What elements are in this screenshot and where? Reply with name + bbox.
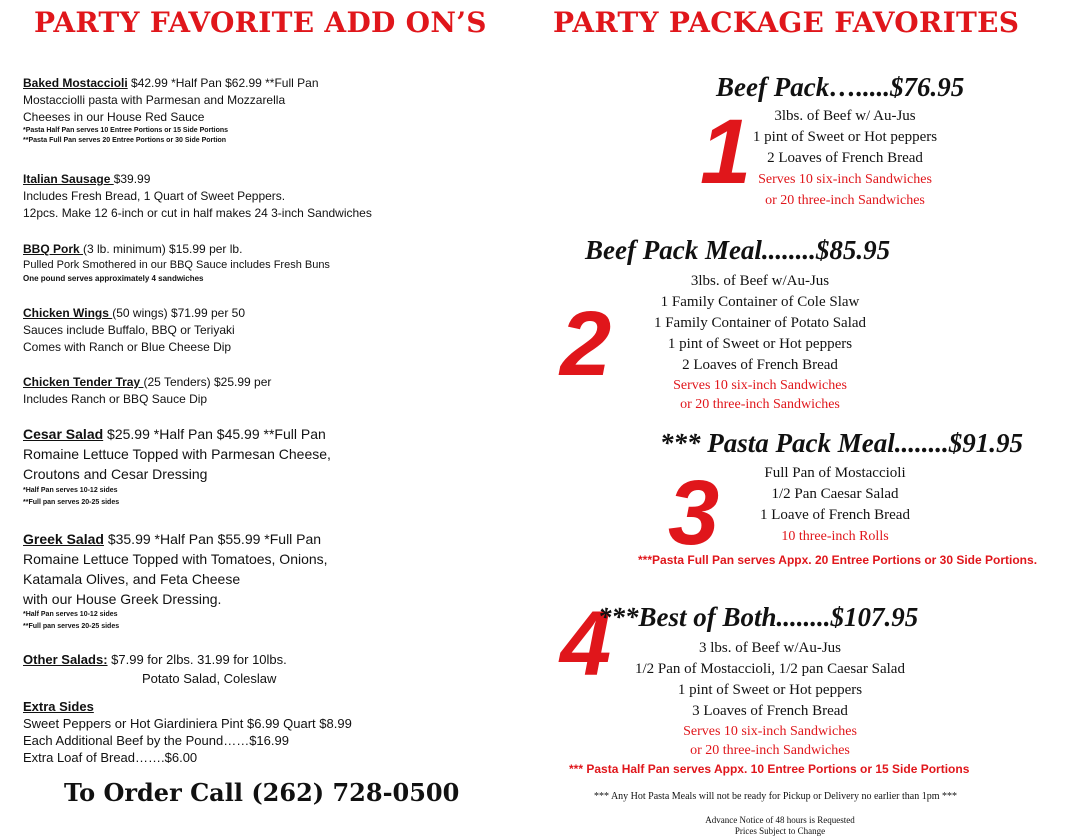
package-serves-line: Serves 10 six-inch Sandwiches xyxy=(758,172,932,187)
package-line: 1 Family Container of Potato Salad xyxy=(653,315,867,331)
addon-price: $7.99 for 2lbs. 31.99 for 10lbs. xyxy=(107,652,287,667)
addon-sausage xyxy=(23,171,523,222)
package-contents xyxy=(620,271,900,414)
addon-desc: Extra Loaf of Bread…….$6.00 xyxy=(23,750,198,765)
addon-desc: Croutons and Cesar Dressing xyxy=(23,466,208,482)
addon-desc: Comes with Ranch or Blue Cheese Dip xyxy=(23,340,232,354)
addon-desc: Mostacciolli pasta with Parmesan and Mozzarella xyxy=(23,93,286,107)
package-contents xyxy=(610,638,930,760)
package-serves-line: 10 three-inch Rolls xyxy=(781,529,889,544)
addon-price: $39.99 xyxy=(113,172,151,186)
package-title: Beef Pack Meal........$85.95 xyxy=(585,235,891,265)
package-number: 1 xyxy=(700,101,752,203)
package-line: 3lbs. of Beef w/Au-Jus xyxy=(690,273,830,289)
addon-desc: 12pcs. Make 12 6-inch or cut in half makes 24 3-inch Sandwiches xyxy=(23,206,372,220)
addon-price: $42.99 *Half Pan $62.99 **Full Pan xyxy=(127,76,319,90)
hot-pasta-notice: *** Any Hot Pasta Meals will not be ready for Pickup or Delivery no earlier than 1pm *** xyxy=(594,791,957,802)
package-serves-line: or 20 three-inch Sandwiches xyxy=(765,193,925,208)
addon-price: $25.99 *Half Pan $45.99 **Full Pan xyxy=(103,426,326,442)
addon-price: (50 wings) $71.99 per 50 xyxy=(112,306,245,320)
addon-bbq-pork xyxy=(23,241,523,285)
package-line: Full Pan of Mostaccioli xyxy=(764,465,906,481)
package-number: 3 xyxy=(668,462,720,564)
addon-desc: Sweet Peppers or Hot Giardiniera Pint $6.99 Quart $8.99 xyxy=(23,716,352,731)
addon-cesar-salad xyxy=(23,424,523,508)
addon-desc: Pulled Pork Smothered in our BBQ Sauce includes Fresh Buns xyxy=(23,259,330,271)
addon-other-salads xyxy=(23,650,523,688)
addon-fine-print: **Full pan serves 20-25 sides xyxy=(23,623,120,630)
package-serves-line: Serves 10 six-inch Sandwiches xyxy=(683,724,857,739)
addon-title: Chicken Tender Tray xyxy=(23,375,144,389)
package-line: 1 pint of Sweet or Hot peppers xyxy=(677,682,863,698)
package-serves-line: or 20 three-inch Sandwiches xyxy=(680,397,840,412)
order-phone-line: To Order Call (262) 728-0500 xyxy=(64,778,460,807)
addon-price: (25 Tenders) $25.99 per xyxy=(143,375,272,389)
addon-chicken-wings xyxy=(23,305,523,356)
addon-title: Greek Salad xyxy=(23,531,104,547)
package-contents xyxy=(720,106,970,211)
addon-title: Cesar Salad xyxy=(23,426,104,442)
addon-desc: Includes Fresh Bread, 1 Quart of Sweet Peppers. xyxy=(23,189,286,203)
addon-desc: Each Additional Beef by the Pound……$16.99 xyxy=(23,733,289,748)
package-title: *** Pasta Pack Meal........$91.95 xyxy=(660,428,1023,458)
package-line: 3 lbs. of Beef w/Au-Jus xyxy=(698,640,842,656)
package-line: 1/2 Pan Caesar Salad xyxy=(771,486,899,502)
package-line: 1 Family Container of Cole Slaw xyxy=(660,294,860,310)
addon-fine-print: One pound serves approximately 4 sandwiches xyxy=(23,274,204,283)
addon-title: Chicken Wings xyxy=(23,306,113,320)
package-contents xyxy=(710,463,960,547)
addon-title: Baked Mostaccioli xyxy=(23,76,128,90)
addon-desc: Potato Salad, Coleslaw xyxy=(142,671,277,686)
package-note: *** Pasta Half Pan serves Appx. 10 Entree Portions or 15 Side Portions xyxy=(569,762,970,776)
packages-header: PARTY PACKAGE FAVORITES xyxy=(553,6,1020,39)
addon-chicken-tenders xyxy=(23,374,523,408)
addon-greek-salad xyxy=(23,529,523,632)
package-line: 3lbs. of Beef w/ Au-Jus xyxy=(774,108,916,124)
package-line: 1 pint of Sweet or Hot peppers xyxy=(752,129,938,145)
addon-fine-print: **Pasta Full Pan serves 20 Entree Portions or 30 Side Portion xyxy=(23,137,227,144)
addon-fine-print: *Half Pan serves 10-12 sides xyxy=(23,611,118,618)
package-line: 1 pint of Sweet or Hot peppers xyxy=(667,336,853,352)
addon-desc: Cheeses in our House Red Sauce xyxy=(23,110,205,124)
addon-title: BBQ Pork xyxy=(23,242,84,256)
addon-desc: Romaine Lettuce Topped with Tomatoes, Onions, xyxy=(23,551,328,567)
addon-fine-print: *Half Pan serves 10-12 sides xyxy=(23,487,118,494)
addon-fine-print: **Full pan serves 20-25 sides xyxy=(23,499,120,506)
package-serves-line: or 20 three-inch Sandwiches xyxy=(690,743,850,758)
addon-desc: Sauces include Buffalo, BBQ or Teriyaki xyxy=(23,323,235,337)
package-line: 3 Loaves of French Bread xyxy=(692,703,848,719)
advance-notice: Advance Notice of 48 hours is Requested xyxy=(705,815,855,825)
addon-desc: with our House Greek Dressing. xyxy=(23,591,222,607)
package-line: 1/2 Pan of Mostaccioli, 1/2 pan Caesar Salad xyxy=(635,661,905,677)
package-number: 4 xyxy=(560,593,612,695)
package-serves-line: Serves 10 six-inch Sandwiches xyxy=(673,378,847,393)
package-title: ***Best of Both........$107.95 xyxy=(598,602,919,632)
prices-notice: Prices Subject to Change xyxy=(734,826,826,836)
addon-extra-sides xyxy=(23,698,523,766)
add-ons-header: PARTY FAVORITE ADD ON’S xyxy=(34,6,487,39)
addon-title: Italian Sausage xyxy=(23,172,114,186)
package-line: 1 Loave of French Bread xyxy=(760,507,910,523)
addon-price: $35.99 *Half Pan $55.99 *Full Pan xyxy=(103,531,322,547)
package-line: 2 Loaves of French Bread xyxy=(682,357,838,373)
addon-title: Other Salads: xyxy=(23,652,108,667)
package-note: ***Pasta Full Pan serves Appx. 20 Entree Portions or 30 Side Portions. xyxy=(638,553,1038,567)
addon-title: Extra Sides xyxy=(23,699,94,714)
addon-desc: Romaine Lettuce Topped with Parmesan Cheese, xyxy=(23,446,331,462)
package-title: Beef Pack….....$76.95 xyxy=(716,72,965,102)
package-line: 2 Loaves of French Bread xyxy=(767,150,923,166)
addon-mostaccioli xyxy=(23,75,523,146)
package-number: 2 xyxy=(560,293,612,395)
addon-price: (3 lb. minimum) $15.99 per lb. xyxy=(83,242,243,256)
addon-desc: Includes Ranch or BBQ Sauce Dip xyxy=(23,392,208,406)
addon-desc: Katamala Olives, and Feta Cheese xyxy=(23,571,241,587)
addon-fine-print: *Pasta Half Pan serves 10 Entree Portions or 15 Side Portions xyxy=(23,127,229,134)
